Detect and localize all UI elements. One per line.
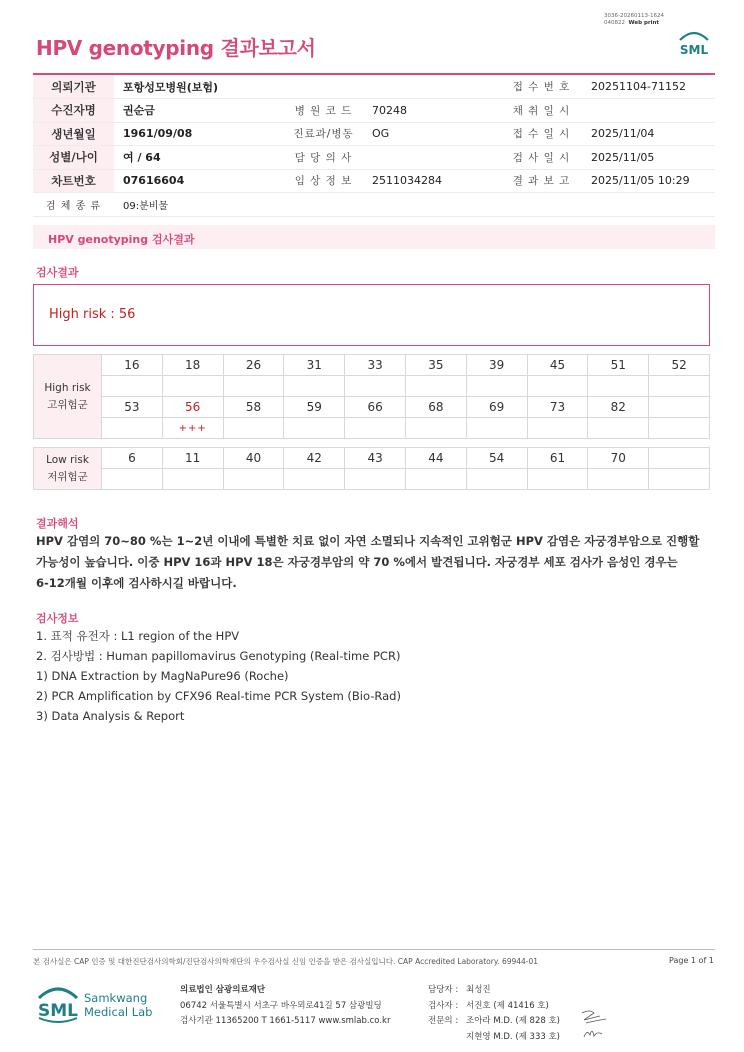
genotype-mark (588, 469, 649, 490)
info-label: 차트번호 (33, 169, 114, 193)
genotype-mark (527, 376, 588, 397)
info-label: 병 원 코 드 (284, 99, 363, 123)
genotype-mark (345, 376, 406, 397)
sml-logo-text: SML (679, 43, 709, 57)
genotype-mark (102, 376, 163, 397)
info-row (33, 122, 715, 146)
staff-role: 검사자 : (428, 1000, 459, 1011)
test-info-list (36, 626, 401, 726)
staff-role: 전문의 : (428, 1016, 459, 1026)
genotype-mark (649, 469, 710, 490)
genotype-mark (102, 469, 163, 490)
genotype-cell: 43 (345, 448, 406, 469)
genotype-cell: 26 (223, 355, 284, 376)
genotype-mark (588, 376, 649, 397)
genotype-cell: 42 (284, 448, 345, 469)
genotype-cell: 31 (284, 355, 345, 376)
genotype-cell: 16 (102, 355, 163, 376)
info-value: 1961/09/08 (114, 122, 284, 146)
staff-name: 조아라 M.D. (제 828 호) (466, 1016, 561, 1026)
genotype-cell: 40 (223, 448, 284, 469)
info-value (582, 99, 715, 123)
staff-row (428, 999, 560, 1015)
genotype-cell: 52 (649, 355, 710, 376)
interpretation-line: 가능성이 높습니다. 이중 HPV 16과 HPV 18은 자궁경부암의 약 70 %에서 발견됩니다. 자궁경부 세포 검사가 음성인 경우는 (36, 555, 678, 569)
page-title: HPV genotyping 결과보고서 (36, 36, 316, 60)
interpretation-text (36, 531, 716, 594)
genotype-cell: 6 (102, 448, 163, 469)
genotype-mark (345, 469, 406, 490)
genotype-mark (588, 418, 649, 439)
info-value: 포항성모병원(보험) (114, 75, 501, 99)
genotype-mark (284, 469, 345, 490)
genotype-mark (284, 418, 345, 439)
info-label: 담 당 의 사 (284, 146, 363, 170)
info-label: 의뢰기관 (33, 75, 114, 99)
genotype-cell: 18 (162, 355, 223, 376)
info-label: 검 사 일 시 (501, 146, 582, 170)
risk-group-label (34, 448, 102, 490)
genotype-cell: 66 (345, 397, 406, 418)
info-label: 생년월일 (33, 122, 114, 146)
info-value: 70248 (363, 99, 501, 123)
footer-logo-sml: SML (38, 1001, 78, 1021)
interpretation-line: 6-12개월 이후에 검사하시길 바랍니다. (36, 576, 237, 590)
info-label: 채 취 일 시 (501, 99, 582, 123)
genotype-cell: 68 (405, 397, 466, 418)
genotype-cell: 45 (527, 355, 588, 376)
genotype-cell: 53 (102, 397, 163, 418)
info-label: 결 과 보 고 (501, 169, 582, 193)
samkwang-logo-icon (36, 980, 166, 1026)
info-value: 07616604 (114, 169, 284, 193)
staff-name: 지현영 M.D. (제 333 호) (466, 1031, 561, 1042)
test-info-heading: 검사정보 (36, 612, 79, 625)
report-code (604, 13, 664, 27)
patient-info-table (33, 75, 715, 217)
info-value: 2025/11/05 (582, 146, 715, 170)
info-value (363, 146, 501, 170)
result-band (33, 225, 715, 249)
genotype-mark (162, 376, 223, 397)
low-risk-grid (33, 447, 710, 490)
genotype-cell (649, 448, 710, 469)
genotype-mark (405, 376, 466, 397)
genotype-cell: 61 (527, 448, 588, 469)
org-name: 의료법인 삼광의료재단 (180, 985, 266, 995)
genotype-mark (405, 469, 466, 490)
genotype-mark-row (34, 469, 710, 490)
report-code-line2: 040822 (604, 20, 625, 26)
result-heading: 검사결과 (36, 266, 79, 279)
test-info-line: 3) Data Analysis & Report (36, 709, 185, 723)
info-value: 2025/11/04 (582, 122, 715, 146)
genotype-cell: 54 (466, 448, 527, 469)
info-row (33, 146, 715, 170)
risk-group-label (34, 355, 102, 439)
footer-logo-name1: Samkwang (84, 991, 148, 1005)
genotype-mark (102, 418, 163, 439)
genotype-cell: 11 (162, 448, 223, 469)
staff-name: 최성진 (466, 985, 491, 995)
genotype-cell: 58 (223, 397, 284, 418)
report-code-line1: 3036-20260113-1624 (604, 13, 664, 19)
genotype-cell: 73 (527, 397, 588, 418)
org-address: 06742 서울특별시 서초구 바우뫼로41길 57 삼광빌딩 (180, 1000, 382, 1011)
info-value: 여 / 64 (114, 146, 284, 170)
test-info-line: 1. 표적 유전자 : L1 region of the HPV (36, 629, 240, 643)
genotype-row (34, 397, 710, 418)
genotype-mark (223, 376, 284, 397)
test-info-line: 1) DNA Extraction by MagNaPure96 (Roche) (36, 669, 289, 683)
genotype-cell: 51 (588, 355, 649, 376)
genotype-cell: 70 (588, 448, 649, 469)
specimen-value: 09:분비물 (114, 193, 715, 217)
genotype-cell: 39 (466, 355, 527, 376)
genotype-cell: 69 (466, 397, 527, 418)
test-info-line: 2) PCR Amplification by CFX96 Real-time PCR System (Bio-Rad) (36, 689, 401, 703)
info-label: 접 수 번 호 (501, 75, 582, 99)
interpretation-heading: 결과해석 (36, 517, 79, 530)
genotype-mark (162, 469, 223, 490)
genotype-row (34, 448, 710, 469)
genotype-mark (223, 469, 284, 490)
info-label: 성별/나이 (33, 146, 114, 170)
interpretation-line: HPV 감염의 70~80 %는 1~2년 이내에 특별한 치료 없이 자연 소멸되나 지속적인 고위험군 HPV 감염은 자궁경부암으로 진행할 (36, 534, 700, 548)
page-number: Page 1 of 1 (669, 956, 714, 965)
accreditation-note: 본 검사실은 CAP 인증 및 대한진단검사의학회/진단검사의학재단의 우수검사실 신임 인증을 받은 검사실입니다. CAP Accredited Laboratory. 69944-01 (33, 957, 539, 966)
org-contact: 검사기관 11365200 T 1661-5117 www.smlab.co.kr (180, 1016, 391, 1026)
footer-logo-name2: Medical Lab (84, 1005, 153, 1019)
test-info-line: 2. 검사방법 : Human papillomavirus Genotyping (Real-time PCR) (36, 649, 401, 663)
signature-icon (578, 1007, 612, 1041)
genotype-mark (649, 376, 710, 397)
genotype-mark (284, 376, 345, 397)
result-summary: High risk : 56 (49, 307, 136, 322)
result-summary-box (33, 284, 710, 346)
genotype-mark (345, 418, 406, 439)
genotype-cell: 35 (405, 355, 466, 376)
staff-row (428, 983, 560, 999)
genotype-mark: +++ (162, 418, 223, 439)
genotype-mark (527, 418, 588, 439)
risk-group-name: High risk (44, 381, 91, 394)
info-row (33, 169, 715, 193)
genotype-cell (649, 397, 710, 418)
staff-name: 서진호 (제 41416 호) (466, 1000, 549, 1011)
genotype-mark-row (34, 418, 710, 439)
genotype-mark-row (34, 376, 710, 397)
info-row-specimen (33, 193, 715, 217)
genotype-cell: 56 (162, 397, 223, 418)
risk-group-name-ko: 저위험군 (47, 470, 88, 483)
staff-row (428, 1030, 560, 1046)
specimen-label: 검 체 종 류 (33, 193, 114, 217)
genotype-mark (527, 469, 588, 490)
info-label: 진료과/병동 (284, 122, 363, 146)
genotype-mark (466, 376, 527, 397)
genotype-mark (649, 418, 710, 439)
genotype-cell: 59 (284, 397, 345, 418)
staff-list (428, 983, 560, 1045)
genotype-mark (466, 469, 527, 490)
genotype-mark (223, 418, 284, 439)
info-value: 2511034284 (363, 169, 501, 193)
staff-row (428, 1014, 560, 1030)
genotype-row (34, 355, 710, 376)
genotype-mark (466, 418, 527, 439)
genotype-mark (405, 418, 466, 439)
sml-logo-icon (676, 28, 712, 60)
risk-group-name: Low risk (46, 453, 89, 466)
info-label: 임 상 정 보 (284, 169, 363, 193)
info-label: 수진자명 (33, 99, 114, 123)
info-value: OG (363, 122, 501, 146)
result-band-title: HPV genotyping 검사결과 (48, 233, 195, 246)
genotype-cell: 82 (588, 397, 649, 418)
info-value: 권순금 (114, 99, 284, 123)
info-label: 접 수 일 시 (501, 122, 582, 146)
staff-role: 담당자 : (428, 985, 459, 995)
info-value: 2025/11/05 10:29 (582, 169, 715, 193)
genotype-cell: 44 (405, 448, 466, 469)
info-value: 20251104-71152 (582, 75, 715, 99)
footer-divider (33, 949, 715, 950)
risk-group-name-ko: 고위험군 (47, 398, 88, 411)
genotype-cell: 33 (345, 355, 406, 376)
foundation-info (180, 983, 390, 1030)
high-risk-grid (33, 354, 710, 439)
info-row (33, 99, 715, 123)
info-row (33, 75, 715, 99)
print-label: Web print (628, 20, 660, 26)
